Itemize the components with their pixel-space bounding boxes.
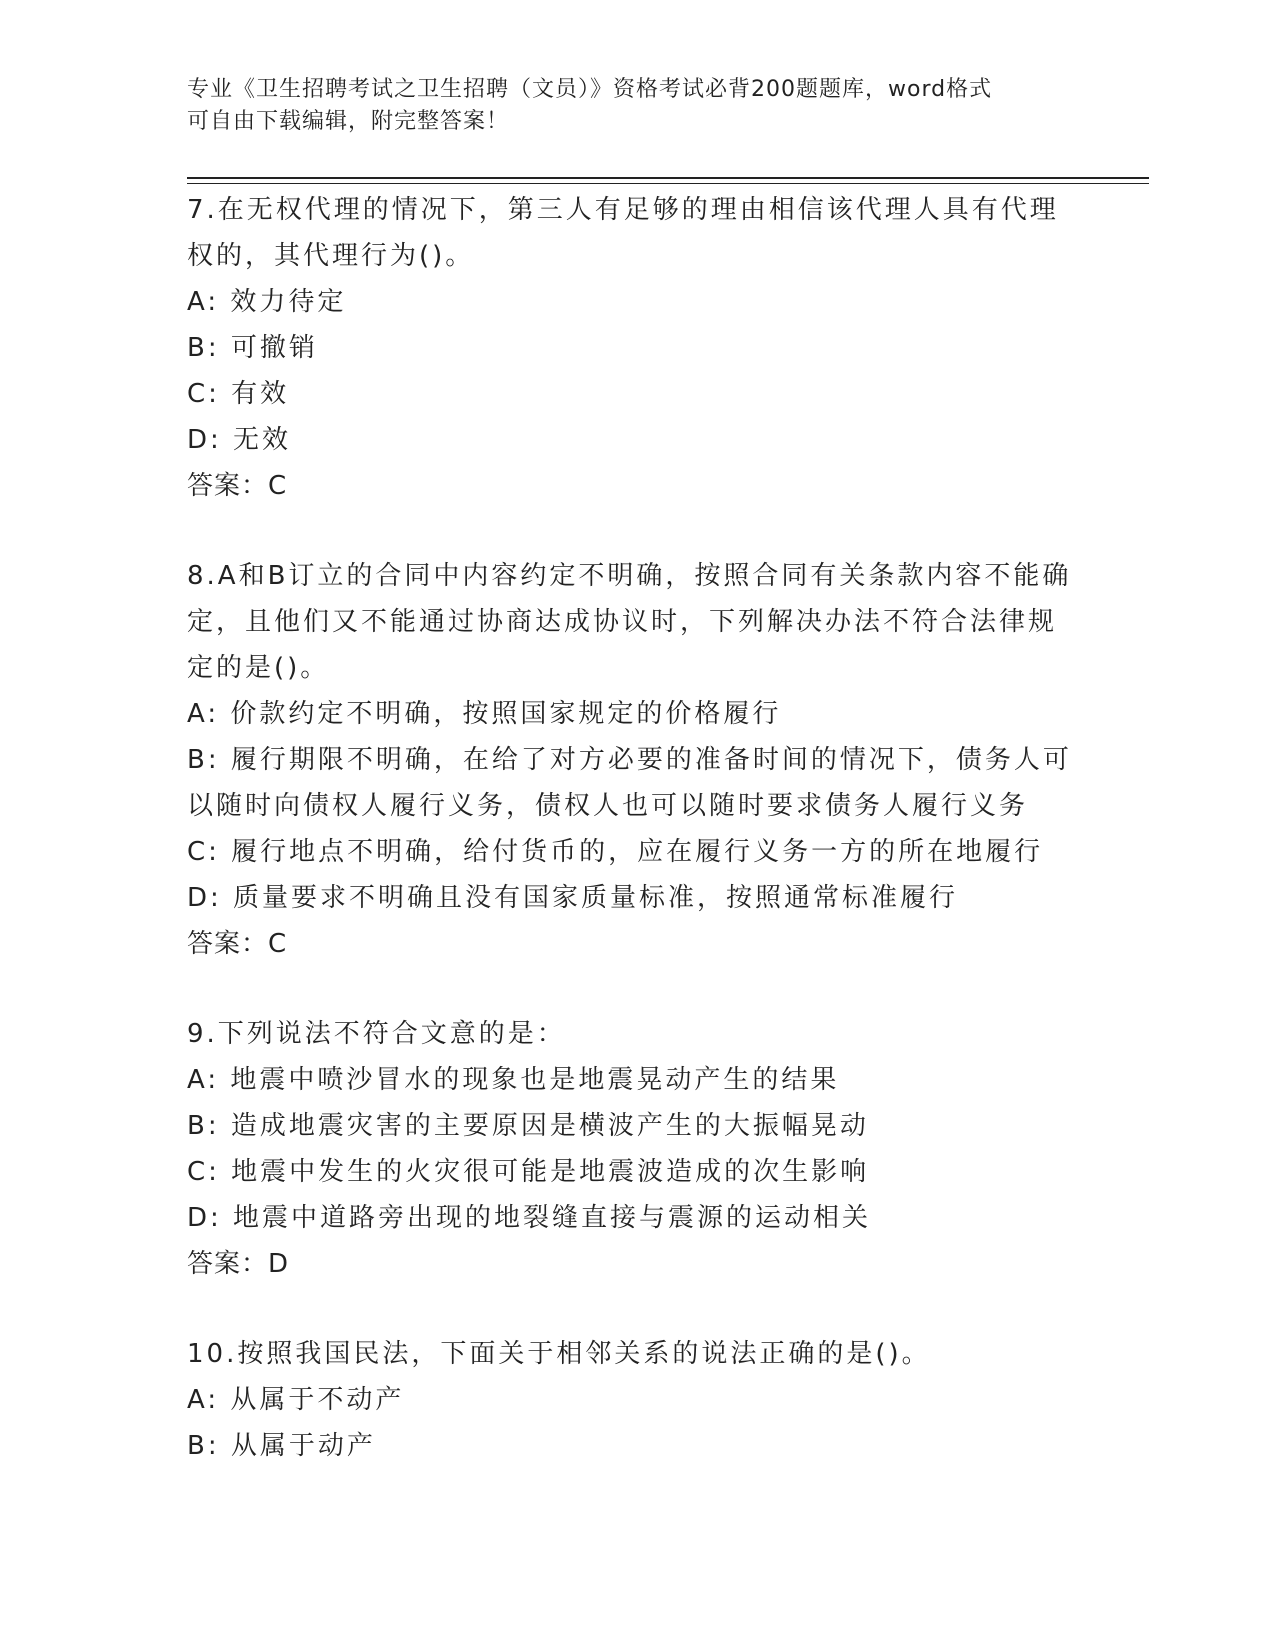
option-d: D: 无效	[187, 425, 292, 455]
question-list	[187, 187, 1087, 1469]
option-d: D: 质量要求不明确且没有国家质量标准，按照通常标准履行	[187, 883, 959, 913]
question-stem-line: 定，且他们又不能通过协商达成协议时，下列解决办法不符合法律规	[187, 607, 1058, 637]
question-stem-line: 7.在无权代理的情况下，第三人有足够的理由相信该代理人具有代理	[187, 195, 1059, 225]
header-line-1: 专业《卫生招聘考试之卫生招聘（文员）》资格考试必背200题题库，word格式	[187, 77, 993, 102]
option-a: A: 效力待定	[187, 287, 347, 317]
option-b: B: 从属于动产	[187, 1431, 376, 1461]
question-stem-line: 8.A和B订立的合同中内容约定不明确，按照合同有关条款内容不能确	[187, 561, 1072, 591]
question-7	[187, 187, 1087, 509]
question-8	[187, 553, 1087, 967]
question-stem-line: 10.按照我国民法，下面关于相邻关系的说法正确的是()。	[187, 1339, 931, 1369]
option-c: C: 履行地点不明确，给付货币的，应在履行义务一方的所在地履行	[187, 837, 1044, 867]
question-stem-line: 权的，其代理行为()。	[187, 241, 475, 271]
option-b: B: 履行期限不明确，在给了对方必要的准备时间的情况下，债务人可	[187, 745, 1072, 775]
option-c: C: 有效	[187, 379, 290, 409]
header-divider-thick	[187, 177, 1149, 179]
answer-line: 答案：C	[187, 929, 288, 959]
spacer	[187, 967, 1087, 1011]
spacer	[187, 509, 1087, 553]
question-stem-line: 定的是()。	[187, 653, 330, 683]
option-c: C: 地震中发生的火灾很可能是地震波造成的次生影响	[187, 1157, 870, 1187]
answer-line: 答案：D	[187, 1249, 290, 1279]
document-header	[187, 74, 1087, 138]
option-b: B: 可撤销	[187, 333, 318, 363]
option-d: D: 地震中道路旁出现的地裂缝直接与震源的运动相关	[187, 1203, 872, 1233]
answer-line: 答案：C	[187, 471, 288, 501]
header-divider-thin	[187, 183, 1149, 184]
question-stem-line: 9.下列说法不符合文意的是：	[187, 1019, 566, 1049]
option-a: A: 地震中喷沙冒水的现象也是地震晃动产生的结果	[187, 1065, 840, 1095]
option-b: B: 造成地震灾害的主要原因是横波产生的大振幅晃动	[187, 1111, 869, 1141]
question-9	[187, 1011, 1087, 1287]
header-line-2: 可自由下载编辑，附完整答案！	[187, 109, 510, 134]
spacer	[187, 1287, 1087, 1331]
option-a: A: 从属于不动产	[187, 1385, 405, 1415]
option-a: A: 价款约定不明确，按照国家规定的价格履行	[187, 699, 782, 729]
option-b-continued: 以随时向债权人履行义务，债权人也可以随时要求债务人履行义务	[187, 791, 1029, 821]
question-10	[187, 1331, 1087, 1469]
